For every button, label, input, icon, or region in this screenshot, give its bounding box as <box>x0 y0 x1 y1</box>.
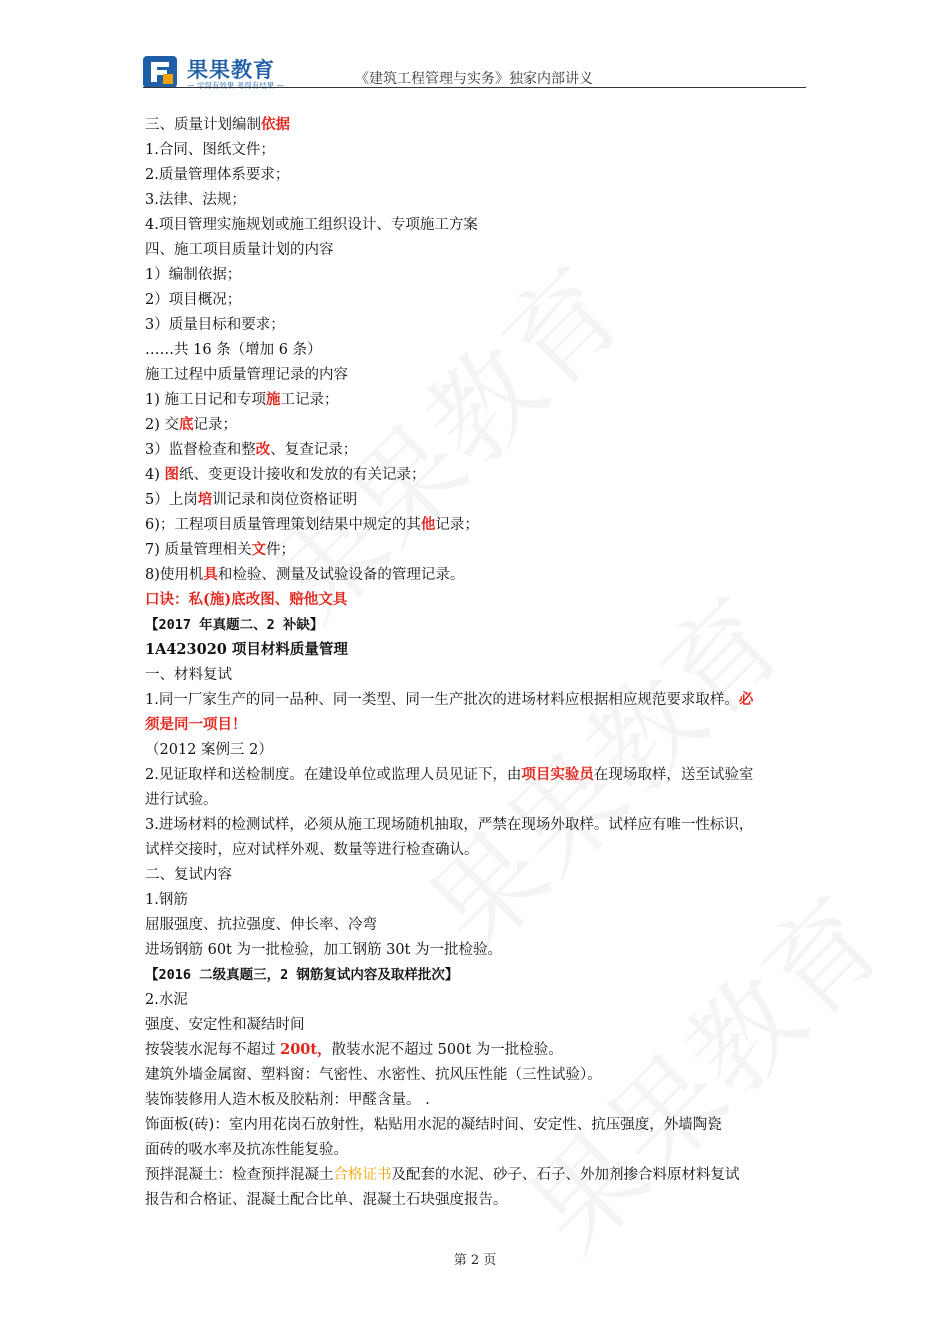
paragraph: 建筑外墙金属窗、塑料窗：气密性、水密性、抗风压性能（三性试验）。 <box>145 1067 602 1083</box>
paragraph: 面砖的吸水率及抗冻性能复验。 <box>145 1142 348 1158</box>
text: 纸、变更设计接收和发放的有关记录； <box>179 467 426 483</box>
list-item: 1）编制依据； <box>145 267 242 283</box>
list-item <box>145 415 237 435</box>
paragraph: 装饰装修用人造木板及胶粘剂：甲醛含量。 . <box>145 1092 430 1108</box>
emphasis-text: 改 <box>255 441 271 458</box>
emphasis-text: 培 <box>197 491 213 508</box>
list-item: 3.法律、法规； <box>145 192 246 208</box>
text: 及配套的水泥、砂子、石子、外加剂掺合料原材料复试 <box>391 1167 740 1183</box>
text: 记录； <box>193 417 237 433</box>
list-item: 2）项目概况； <box>145 292 242 308</box>
emphasis-text: 他 <box>420 516 436 533</box>
page-header <box>143 50 806 90</box>
text: 在现场取样，送至试验室 <box>593 767 754 783</box>
paragraph: 进行试验。 <box>145 792 218 808</box>
list-item <box>145 440 357 460</box>
list-item: 1.合同、图纸文件； <box>145 142 275 158</box>
text: 1.同一厂家生产的同一品种、同一类型、同一生产批次的进场材料应根据相应规范要求取样。 <box>145 692 739 708</box>
section-heading <box>145 115 290 135</box>
text: 8)使用机 <box>145 567 204 583</box>
list-item: 3）质量目标和要求； <box>145 317 285 333</box>
text: 、复查记录； <box>270 442 358 458</box>
list-item <box>145 390 339 410</box>
text: 1) 施工日记和专项 <box>145 392 266 408</box>
text: 三、质量计划编制 <box>145 117 261 133</box>
text: 7) 质量管理相关 <box>145 542 252 558</box>
emphasis-text: 项目实验员 <box>521 766 594 783</box>
paragraph: 进场钢筋 60t 为一批检验，加工钢筋 30t 为一批检验。 <box>145 942 502 958</box>
list-item <box>145 565 464 585</box>
text: 训记录和岗位资格证明 <box>212 492 358 508</box>
emphasis-text: 必 <box>738 691 754 708</box>
emphasis-text: 具 <box>203 566 218 583</box>
text: 工记录； <box>280 392 339 408</box>
section-heading: 四、施工项目质量计划的内容 <box>145 242 334 258</box>
emphasis-text: 200t， <box>280 1041 332 1058</box>
brand-logo <box>143 54 343 90</box>
page-number: 第 2 页 <box>453 1253 497 1268</box>
emphasis-text: 文 <box>251 541 266 558</box>
emphasis-text: 施 <box>266 391 281 408</box>
list-item: 1.钢筋 <box>145 892 188 908</box>
emphasis-text: 图 <box>164 466 179 483</box>
list-item: 2.质量管理体系要求； <box>145 167 290 183</box>
list-item <box>145 465 426 485</box>
paragraph: ……共 16 条（增加 6 条） <box>145 342 322 358</box>
list-item <box>145 490 357 510</box>
emphasis-text: 底 <box>179 416 194 433</box>
exam-note: 【2016 二级真题三，2 钢筋复试内容及取样批次】 <box>145 967 459 983</box>
list-item <box>145 515 479 535</box>
paragraph: 报告和合格证、混凝土配合比单、混凝土石块强度报告。 <box>145 1192 508 1208</box>
text: 3）监督检查和整 <box>145 442 256 458</box>
document-title: 《建筑工程管理与实务》独家内部讲义 <box>355 71 593 87</box>
mnemonic: 口诀：私(施)底改图、赔他文具 <box>145 591 348 608</box>
paragraph: （2012 案例三 2） <box>145 742 273 758</box>
watermark <box>229 228 652 651</box>
text: 件； <box>266 542 295 558</box>
brand-name: 果果教育 <box>187 58 275 82</box>
list-item <box>145 540 295 560</box>
list-item: 4.项目管理实施规划或施工组织设计、专项施工方案 <box>145 217 478 233</box>
paragraph: 试样交接时，应对试样外观、数量等进行检查确认。 <box>145 842 479 858</box>
highlight-text: 合格证书 <box>333 1167 392 1183</box>
text: 2) 交 <box>145 417 179 433</box>
text: 6)；工程项目质量管理策划结果中规定的其 <box>145 517 421 533</box>
paragraph: 屈服强度、抗拉强度、伸长率、冷弯 <box>145 917 377 933</box>
emphasis-text: 须是同一项目！ <box>145 716 247 733</box>
section-heading: 一、材料复试 <box>145 667 232 683</box>
text: 和检验、测量及试验设备的管理记录。 <box>217 567 465 583</box>
paragraph <box>145 1040 563 1060</box>
paragraph: 饰面板(砖)：室内用花岗石放射性，粘贴用水泥的凝结时间、安定性、抗压强度，外墙陶瓷 <box>145 1117 722 1133</box>
section-heading: 施工过程中质量管理记录的内容 <box>145 367 348 383</box>
text: 2.见证取样和送检制度。在建设单位或监理人员见证下，由 <box>145 767 522 783</box>
paragraph <box>145 1165 740 1185</box>
section-heading: 1A423020 项目材料质量管理 <box>145 641 348 658</box>
text: 散装水泥不超过 500t 为一批检验。 <box>331 1042 563 1058</box>
brand-slogan: — 学得有效果 考得有结果 — <box>187 81 285 90</box>
brand-logo-icon <box>143 56 177 88</box>
emphasis-text: 依据 <box>261 116 290 133</box>
text: 按袋装水泥每不超过 <box>145 1042 281 1058</box>
list-item: 2.水泥 <box>145 992 188 1008</box>
paragraph <box>145 765 753 785</box>
text: 5）上岗 <box>145 492 198 508</box>
header-divider <box>143 87 806 88</box>
exam-note: 【2017 年真题二、2 补缺】 <box>145 617 324 633</box>
text: 预拌混凝土：检查预拌混凝土 <box>145 1167 334 1183</box>
paragraph <box>145 690 753 710</box>
paragraph: 3.进场材料的检测试样，必须从施工现场随机抽取，严禁在现场外取样。试样应有唯一性标识， <box>145 817 754 833</box>
text: 4) <box>145 467 165 483</box>
text: 记录； <box>435 517 479 533</box>
paragraph: 强度、安定性和凝结时间 <box>145 1017 305 1033</box>
section-heading: 二、复试内容 <box>145 867 232 883</box>
